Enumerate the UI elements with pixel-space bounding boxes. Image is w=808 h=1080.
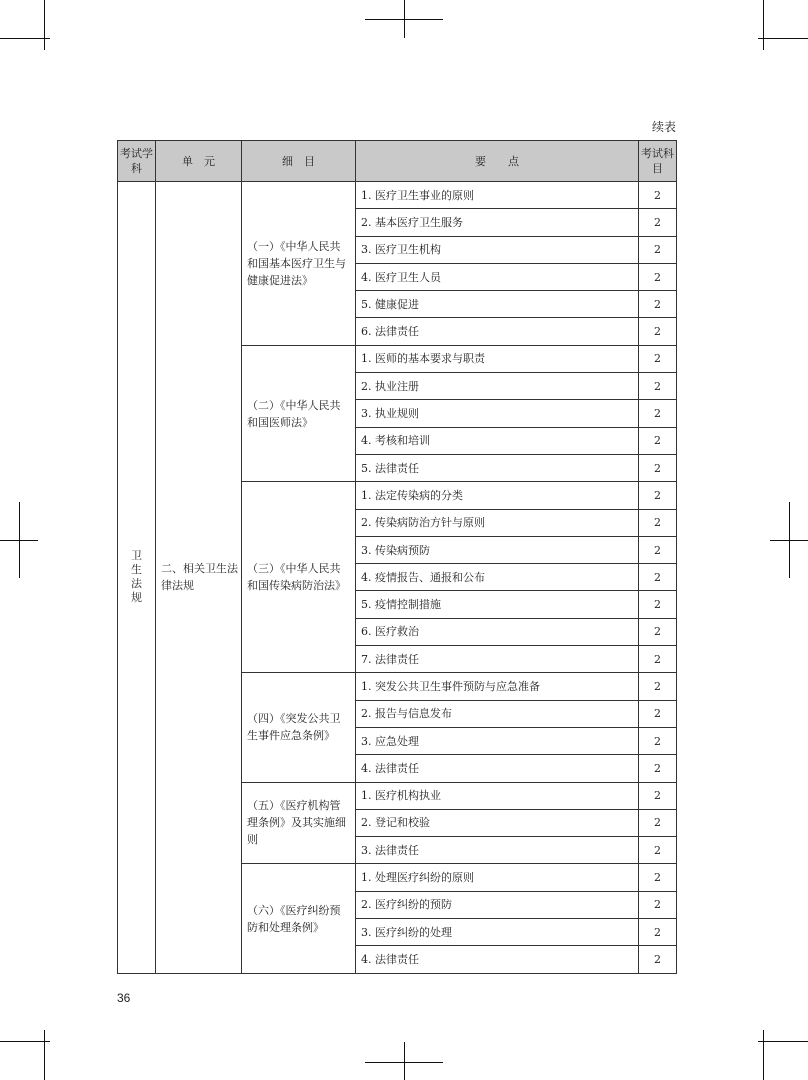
point-cell: 1. 医疗机构执业 — [356, 782, 639, 809]
continued-label: 续表 — [651, 120, 676, 134]
point-cell: 3. 医疗卫生机构 — [356, 236, 639, 263]
score-cell: 2 — [639, 919, 677, 946]
point-cell: 2. 医疗纠纷的预防 — [356, 891, 639, 918]
unit-cell: 二、相关卫生法律法规 — [156, 182, 242, 974]
point-cell: 1. 突发公共卫生事件预防与应急准备 — [356, 673, 639, 700]
point-cell: 4. 疫情报告、通报和公布 — [356, 564, 639, 591]
detail-cell: （三）《中华人民共和国传染病防治法》 — [242, 482, 356, 673]
score-cell: 2 — [639, 454, 677, 481]
score-cell: 2 — [639, 700, 677, 727]
score-cell: 2 — [639, 536, 677, 563]
point-cell: 2. 基本医疗卫生服务 — [356, 209, 639, 236]
score-cell: 2 — [639, 946, 677, 973]
detail-cell: （二）《中华人民共和国医师法》 — [242, 345, 356, 481]
score-cell: 2 — [639, 809, 677, 836]
point-cell: 1. 处理医疗纠纷的原则 — [356, 864, 639, 891]
score-cell: 2 — [639, 591, 677, 618]
point-cell: 6. 法律责任 — [356, 318, 639, 345]
page-number: 36 — [117, 991, 131, 1005]
point-cell: 2. 登记和校验 — [356, 809, 639, 836]
score-cell: 2 — [639, 400, 677, 427]
point-cell: 6. 医疗救治 — [356, 618, 639, 645]
point-cell: 5. 疫情控制措施 — [356, 591, 639, 618]
point-cell: 5. 健康促进 — [356, 291, 639, 318]
score-cell: 2 — [639, 646, 677, 673]
detail-cell: （一）《中华人民共和国基本医疗卫生与健康促进法》 — [242, 182, 356, 346]
score-cell: 2 — [639, 482, 677, 509]
point-cell: 1. 医师的基本要求与职责 — [356, 345, 639, 372]
point-cell: 3. 医疗纠纷的处理 — [356, 919, 639, 946]
point-cell: 2. 传染病防治方针与原则 — [356, 509, 639, 536]
table-row — [118, 182, 677, 209]
point-cell: 3. 法律责任 — [356, 837, 639, 864]
detail-cell: （六）《医疗纠纷预防和处理条例》 — [242, 864, 356, 973]
point-cell: 4. 法律责任 — [356, 946, 639, 973]
point-cell: 3. 执业规则 — [356, 400, 639, 427]
subject-name: 卫生法规 — [131, 549, 142, 605]
score-cell: 2 — [639, 263, 677, 290]
score-cell: 2 — [639, 755, 677, 782]
point-cell: 1. 医疗卫生事业的原则 — [356, 182, 639, 209]
header-points: 要 点 — [356, 141, 639, 182]
syllabus-table — [117, 140, 677, 974]
score-cell: 2 — [639, 236, 677, 263]
score-cell: 2 — [639, 673, 677, 700]
score-cell: 2 — [639, 564, 677, 591]
score-cell: 2 — [639, 209, 677, 236]
point-cell: 3. 传染病预防 — [356, 536, 639, 563]
point-cell: 2. 报告与信息发布 — [356, 700, 639, 727]
point-cell: 4. 法律责任 — [356, 755, 639, 782]
point-cell: 4. 考核和培训 — [356, 427, 639, 454]
point-cell: 1. 法定传染病的分类 — [356, 482, 639, 509]
table-header-row — [118, 141, 677, 182]
point-cell: 4. 医疗卫生人员 — [356, 263, 639, 290]
header-detail: 细 目 — [242, 141, 356, 182]
point-cell: 5. 法律责任 — [356, 454, 639, 481]
score-cell: 2 — [639, 182, 677, 209]
score-cell: 2 — [639, 782, 677, 809]
score-cell: 2 — [639, 427, 677, 454]
score-cell: 2 — [639, 345, 677, 372]
detail-cell: （四）《突发公共卫生事件应急条例》 — [242, 673, 356, 782]
point-cell: 2. 执业注册 — [356, 373, 639, 400]
score-cell: 2 — [639, 891, 677, 918]
score-cell: 2 — [639, 318, 677, 345]
score-cell: 2 — [639, 373, 677, 400]
score-cell: 2 — [639, 864, 677, 891]
subject-cell — [118, 182, 156, 974]
header-subject: 考试学科 — [118, 141, 156, 182]
header-unit: 单 元 — [156, 141, 242, 182]
score-cell: 2 — [639, 509, 677, 536]
score-cell: 2 — [639, 727, 677, 754]
detail-cell: （五）《医疗机构管理条例》及其实施细则 — [242, 782, 356, 864]
point-cell: 7. 法律责任 — [356, 646, 639, 673]
header-exam-subject: 考试科目 — [639, 141, 677, 182]
score-cell: 2 — [639, 837, 677, 864]
score-cell: 2 — [639, 618, 677, 645]
score-cell: 2 — [639, 291, 677, 318]
point-cell: 3. 应急处理 — [356, 727, 639, 754]
